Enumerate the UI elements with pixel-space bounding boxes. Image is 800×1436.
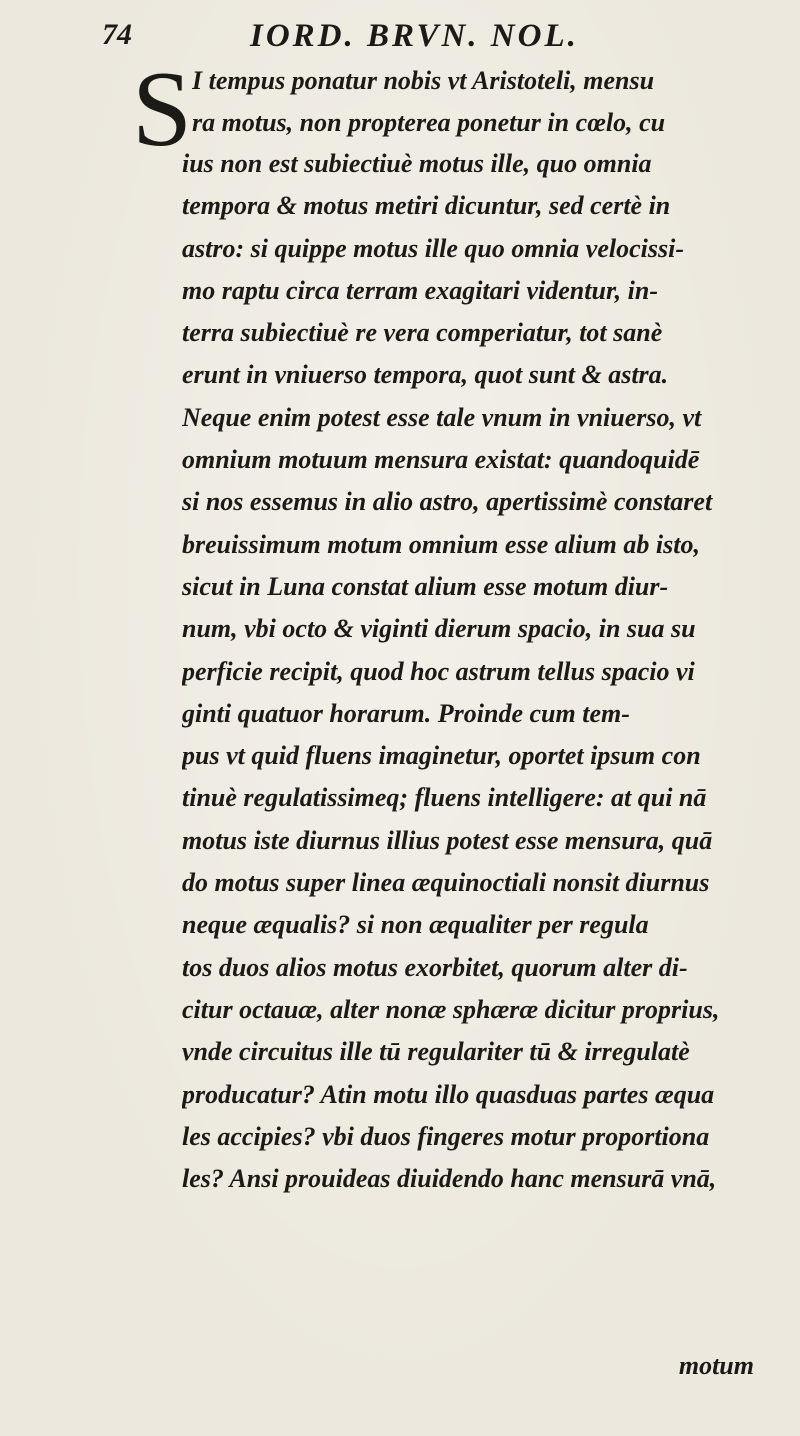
text-line: neque æqualis? si non æqualiter per regula bbox=[182, 910, 649, 940]
text-line: pus vt quid fluens imaginetur, oportet ipsum con bbox=[182, 741, 701, 771]
text-line: I tempus ponatur nobis vt Aristoteli, mensu bbox=[192, 66, 655, 95]
text-line: mo raptu circa terram exagitari videntur, in- bbox=[182, 275, 658, 305]
text-line: citur octauæ, alter nonæ sphæræ dicitur proprius, bbox=[182, 994, 720, 1024]
text-line: tos duos alios motus exorbitet, quorum alter di- bbox=[182, 952, 688, 982]
text-line: ginti quatuor horarum. Proinde cum tem- bbox=[182, 698, 630, 728]
text-line: do motus super linea æquinoctiali nonsit diurnus bbox=[182, 868, 710, 898]
text-line: tempora & motus metiri dicuntur, sed certè in bbox=[182, 191, 671, 221]
text-line: sicut in Luna constat alium esse motum diur- bbox=[182, 571, 669, 601]
text-line: producatur? Atin motu illo quasduas partes æqua bbox=[182, 1079, 715, 1109]
page-number: 74 bbox=[102, 18, 132, 51]
drop-cap: S bbox=[132, 50, 193, 169]
text-line: ra motus, non propterea ponetur in cœlo, cu bbox=[192, 108, 666, 138]
text-block-top bbox=[192, 60, 752, 145]
text-line: si nos essemus in alio astro, apertissimè constaret bbox=[182, 487, 713, 517]
text-line: tinuè regulatissimeq; fluens intelligere: at qui nā bbox=[182, 783, 707, 813]
text-line: astro: si quippe motus ille quo omnia velocissi- bbox=[182, 233, 684, 263]
text-line: les? Ansi prouideas diuidendo hanc mensurā vnā, bbox=[182, 1164, 717, 1194]
text-line: breuissimum motum omnium esse alium ab isto, bbox=[182, 529, 700, 559]
catchword: motum bbox=[678, 1351, 754, 1380]
text-line: ius non est subiectiuè motus ille, quo omnia bbox=[182, 149, 652, 178]
text-line: omnium motuum mensura existat: quandoquidē bbox=[182, 445, 700, 475]
page-header bbox=[102, 18, 742, 62]
text-line: erunt in vniuerso tempora, quot sunt & astra. bbox=[182, 360, 669, 390]
running-head: IORD. BRVN. NOL. bbox=[250, 18, 579, 54]
text-line: motus iste diurnus illius potest esse mensura, quā bbox=[182, 825, 713, 855]
text-line: les accipies? vbi duos fingeres motur proportiona bbox=[182, 1121, 710, 1151]
text-line: num, vbi octo & viginti dierum spacio, in sua su bbox=[182, 614, 696, 644]
text-line: perficie recipit, quod hoc astrum tellus spacio vi bbox=[182, 656, 695, 686]
text-line: vnde circuitus ille tū regulariter tū & irregulatè bbox=[182, 1037, 690, 1067]
text-block-body bbox=[182, 143, 757, 1200]
text-line: Neque enim potest esse tale vnum in vniuerso, vt bbox=[182, 402, 702, 432]
text-line: terra subiectiuè re vera comperiatur, tot sanè bbox=[182, 318, 663, 348]
